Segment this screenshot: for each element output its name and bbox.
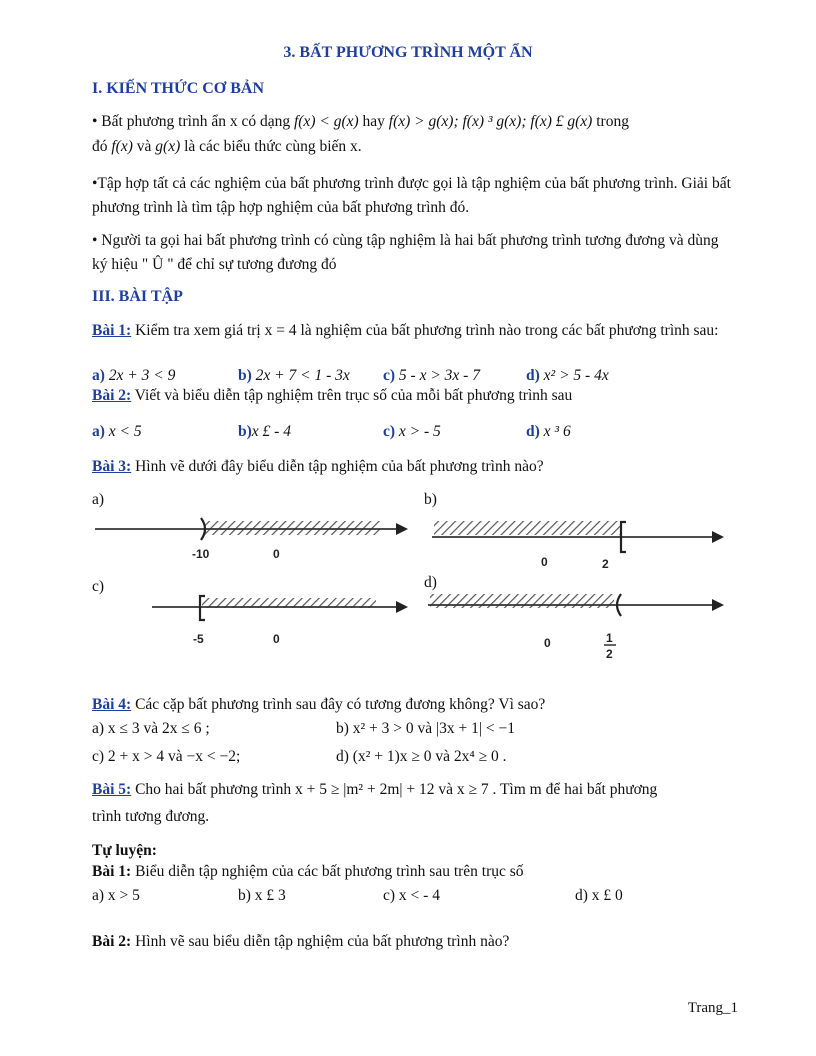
option-value: x > - 5 — [395, 423, 441, 440]
practice-b1-option-c: c) x < - 4 — [383, 887, 440, 904]
option-label: c) — [383, 423, 396, 440]
tick-label: -10 — [192, 547, 210, 561]
practice-b2-label: Bài 2: — [92, 933, 132, 950]
hatched-region — [204, 521, 380, 535]
practice-b2-text: Hình vẽ sau biểu diễn tập nghiệm của bất phương trình nào? — [131, 933, 510, 950]
bai4-option-a: a) x ≤ 3 và 2x ≤ 6 ; — [92, 720, 210, 737]
practice-heading: Tự luyện: — [92, 842, 157, 859]
fig-c-label: c) — [92, 578, 105, 595]
theory-text: và — [132, 138, 156, 155]
theory-text: đó — [92, 138, 112, 155]
option-label: d) — [526, 367, 540, 384]
option-label: a) — [92, 367, 105, 384]
bai2-text: Viết và biểu diễn tập nghiệm trên trục số của mỗi bất phương trình sau — [131, 387, 573, 404]
arrow-head — [396, 523, 408, 535]
option-value: x £ - 4 — [251, 423, 291, 440]
bai4-text: Các cặp bất phương trình sau đây có tương đương không? Vì sao? — [131, 696, 546, 713]
arrow-head — [712, 599, 724, 611]
hatched-region — [434, 521, 620, 535]
option-label: a) — [92, 423, 105, 440]
number-line-a — [95, 518, 408, 561]
fig-d-label: d) — [424, 574, 437, 591]
arrow-head — [712, 531, 724, 543]
option-label: c) — [383, 367, 396, 384]
arrow-head — [396, 601, 408, 613]
section-heading-exercises: III. BÀI TẬP — [92, 288, 183, 305]
bai4-label: Bài 4: — [92, 696, 132, 713]
option-value: x² > 5 - 4x — [539, 367, 609, 384]
practice-b1-label: Bài 1: — [92, 863, 132, 880]
practice-b2-question — [92, 933, 509, 951]
bai4-question — [92, 696, 545, 714]
bai4-option-d: d) (x² + 1)x ≥ 0 và 2x⁴ ≥ 0 . — [336, 748, 507, 765]
bai5-question — [92, 781, 657, 799]
fig-a-label: a) — [92, 491, 105, 508]
tick-label: 0 — [541, 555, 548, 569]
tick-label: -5 — [193, 632, 204, 646]
option-value: x < 5 — [104, 423, 142, 440]
theory-math: f(x) > g(x); f(x) ³ g(x); f(x) £ g(x) — [388, 113, 593, 130]
page-title: 3. BẤT PHƯƠNG TRÌNH MỘT ẨN — [283, 44, 533, 61]
practice-b1-text: Biểu diễn tập nghiệm của các bất phương trình sau trên trục số — [131, 863, 524, 880]
tick-label: 0 — [273, 632, 280, 646]
option-value: 5 - x > 3x - 7 — [395, 367, 480, 384]
theory-math: f(x) — [111, 138, 133, 155]
section-heading-basics: I. KIẾN THỨC CƠ BẢN — [92, 80, 265, 97]
theory-paragraph-2: •Tập hợp tất cả các nghiệm của bất phương trình được gọi là tập nghiệm của bất phương trình. Giải bất phương trình là tìm tập hợp nghiệm của bất phương trình đó. — [92, 175, 731, 216]
option-value: x ³ 6 — [539, 423, 571, 440]
bai3-label: Bài 3: — [92, 458, 132, 475]
theory-text: • Bất phương trình ẩn x có dạng — [92, 113, 294, 130]
bai5-text-continued: trình tương đương. — [92, 808, 210, 825]
bai4-option-c: c) 2 + x > 4 và −x < −2; — [92, 748, 241, 765]
option-value: 2x + 7 < 1 - 3x — [251, 367, 350, 384]
bai5-text: Cho hai bất phương trình x + 5 ≥ |m² + 2m| + 12 và x ≥ 7 . Tìm m để hai bất phương — [131, 781, 658, 798]
hatched-region — [430, 594, 614, 608]
bai4-option-b: b) x² + 3 > 0 và |3x + 1| < −1 — [336, 720, 515, 737]
number-line-c — [152, 596, 408, 646]
option-label: d) — [526, 423, 540, 440]
practice-b1-option-b: b) x £ 3 — [238, 887, 286, 904]
bai1-label: Bài 1: — [92, 322, 132, 339]
number-line-b — [432, 521, 724, 571]
theory-math: g(x) — [155, 138, 181, 155]
option-label: b) — [238, 367, 252, 384]
bai2-label: Bài 2: — [92, 387, 132, 404]
bai3-text: Hình vẽ dưới đây biểu diễn tập nghiệm của bất phương trình nào? — [131, 458, 544, 475]
bai5-label: Bài 5: — [92, 781, 132, 798]
theory-paragraph-3: • Người ta gọi hai bất phương trình có cùng tập nghiệm là hai bất phương trình tương đương và dùng ký hiệu " Û " để chỉ sự tương đương đó — [92, 232, 719, 273]
practice-b1-question — [92, 863, 524, 881]
theory-text: là các biểu thức cùng biến x. — [180, 138, 362, 155]
tick-label: 0 — [544, 636, 551, 650]
fraction-denominator: 2 — [606, 647, 613, 661]
fraction-numerator: 1 — [606, 631, 613, 645]
option-value: 2x + 3 < 9 — [104, 367, 176, 384]
tick-label: 0 — [273, 547, 280, 561]
page-number: Trang_1 — [687, 1000, 738, 1016]
fig-b-label: b) — [424, 491, 437, 508]
option-label: b) — [238, 423, 252, 440]
theory-math: f(x) < g(x) — [293, 113, 359, 130]
tick-label: 2 — [602, 557, 609, 571]
practice-b1-option-d: d) x £ 0 — [575, 887, 623, 904]
practice-b1-option-a: a) x > 5 — [92, 887, 140, 904]
theory-text: hay — [358, 113, 389, 130]
bai1-text: Kiểm tra xem giá trị x = 4 là nghiệm của bất phương trình nào trong các bất phương trình sau: — [131, 322, 719, 339]
number-line-d — [428, 594, 724, 661]
theory-text: trong — [592, 113, 629, 130]
